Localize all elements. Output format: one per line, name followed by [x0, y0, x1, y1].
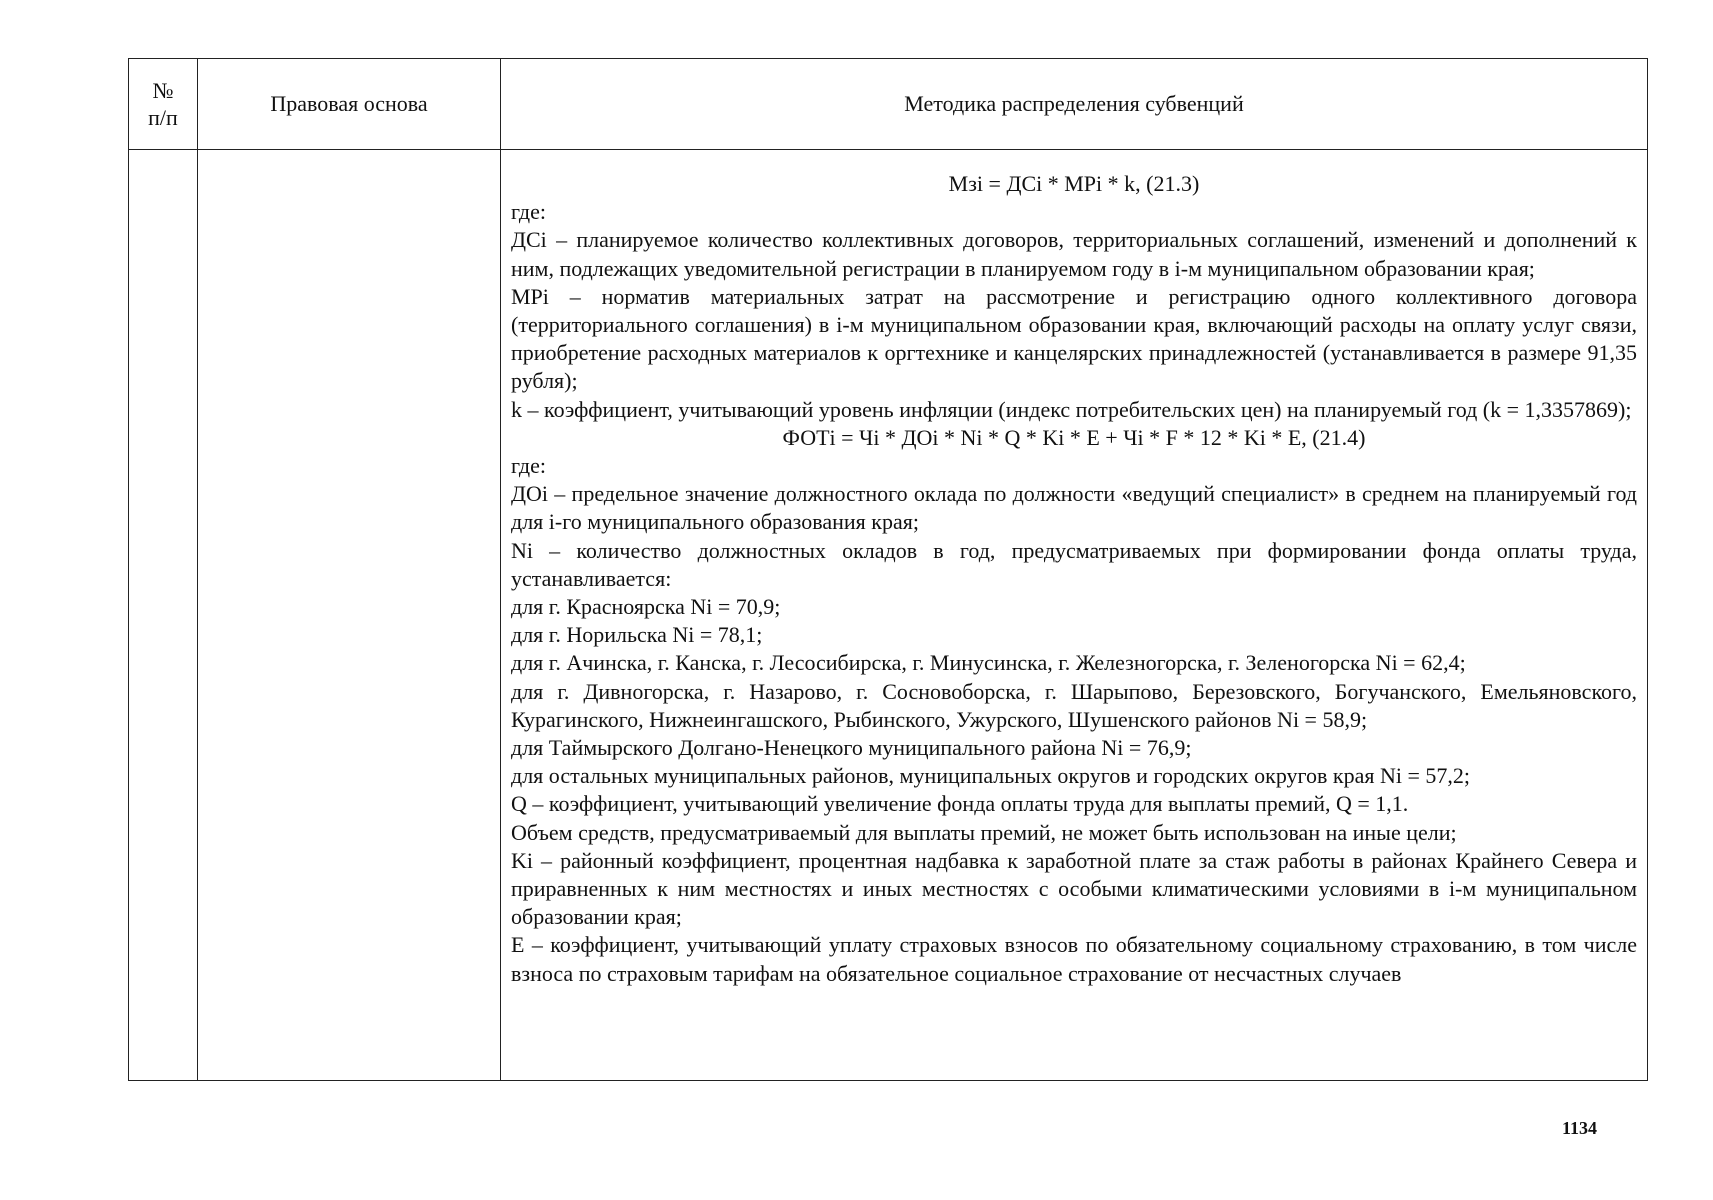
- text-paragraph: Объем средств, предусматриваемый для выплаты премий, не может быть использован на иные цели;: [511, 819, 1457, 845]
- cell-number: [129, 150, 198, 1081]
- table-row: [129, 150, 1648, 1081]
- cell-legal-basis: [198, 150, 501, 1081]
- text-paragraph: для г. Красноярска Ni = 70,9;: [511, 594, 781, 620]
- text-paragraph: Ni – количество должностных окладов в год, предусматриваемых при формировании фонда оплаты труда, устанавливается:: [511, 537, 1637, 591]
- formula: ФОТi = Чi * ДОi * Ni * Q * Ki * E + Чi * F * 12 * Ki * E, (21.4): [782, 424, 1366, 450]
- header-number-symbol: №: [152, 78, 174, 103]
- text-paragraph: где:: [511, 199, 546, 225]
- text-paragraph: Ki – районный коэффициент, процентная надбавка к заработной плате за стаж работы в районах Крайнего Севера и приравненных к ним местностях и иных местностях с особыми климатическими условиями в i-м муниципальном образовании края;: [511, 847, 1637, 930]
- text-paragraph: Е – коэффициент, учитывающий уплату страховых взносов по обязательному социальному страхованию, в том числе взноса по страховым тарифам на обязательное социальное страхование от несчастных случаев: [511, 932, 1637, 986]
- subsidy-methodology-table: [128, 58, 1648, 1081]
- text-paragraph: для г. Норильска Ni = 78,1;: [511, 622, 763, 648]
- header-methodology: Методика распределения субвенций: [501, 59, 1648, 150]
- text-paragraph: где:: [511, 453, 546, 479]
- cell-methodology: [501, 150, 1648, 1081]
- text-paragraph: для г. Дивногорска, г. Назарово, г. Сосновоборска, г. Шарыпово, Березовского, Богучанского, Емельяновского, Курагинского, Нижнеингашского, Рыбинского, Ужурского, Шушенского районов Ni = 58,9;: [511, 678, 1637, 732]
- header-legal-basis: Правовая основа: [198, 59, 501, 150]
- text-paragraph: для Таймырского Долгано-Ненецкого муниципального района Ni = 76,9;: [511, 735, 1192, 761]
- text-paragraph: k – коэффициент, учитывающий уровень инфляции (индекс потребительских цен) на планируемый год (k = 1,3357869);: [511, 396, 1632, 422]
- text-paragraph: МРi – норматив материальных затрат на рассмотрение и регистрацию одного коллективного договора (территориального соглашения) в i-м муниципальном образовании края, включающий расходы на оплату услуг связи, приобретение расходных материалов к оргтехнике и канцелярских принадлежностей (устанавливается в размере 91,35 рубля);: [511, 283, 1637, 394]
- text-paragraph: ДСi – планируемое количество коллективных договоров, территориальных соглашений, изменений и дополнений к ним, подлежащих уведомительной регистрации в планируемом году в i-м муниципальном образовании края;: [511, 227, 1637, 281]
- text-paragraph: Q – коэффициент, учитывающий увеличение фонда оплаты труда для выплаты премий, Q = 1,1.: [511, 791, 1409, 817]
- text-paragraph: ДОi – предельное значение должностного оклада по должности «ведущий специалист» в среднем на планируемый год для i-го муниципального образования края;: [511, 481, 1637, 535]
- header-number: [129, 59, 198, 150]
- header-number-abbrev: п/п: [148, 105, 178, 130]
- page-number: 1134: [1562, 1118, 1598, 1138]
- formula: Мзi = ДСi * МРi * k, (21.3): [948, 171, 1200, 196]
- text-paragraph: для г. Ачинска, г. Канска, г. Лесосибирска, г. Минусинска, г. Железногорска, г. Зеленогорска Ni = 62,4;: [511, 650, 1466, 676]
- methodology-text: [501, 150, 1647, 988]
- table-header-row: [129, 59, 1648, 150]
- text-paragraph: для остальных муниципальных районов, муниципальных округов и городских округов края Ni = 57,2;: [511, 763, 1470, 789]
